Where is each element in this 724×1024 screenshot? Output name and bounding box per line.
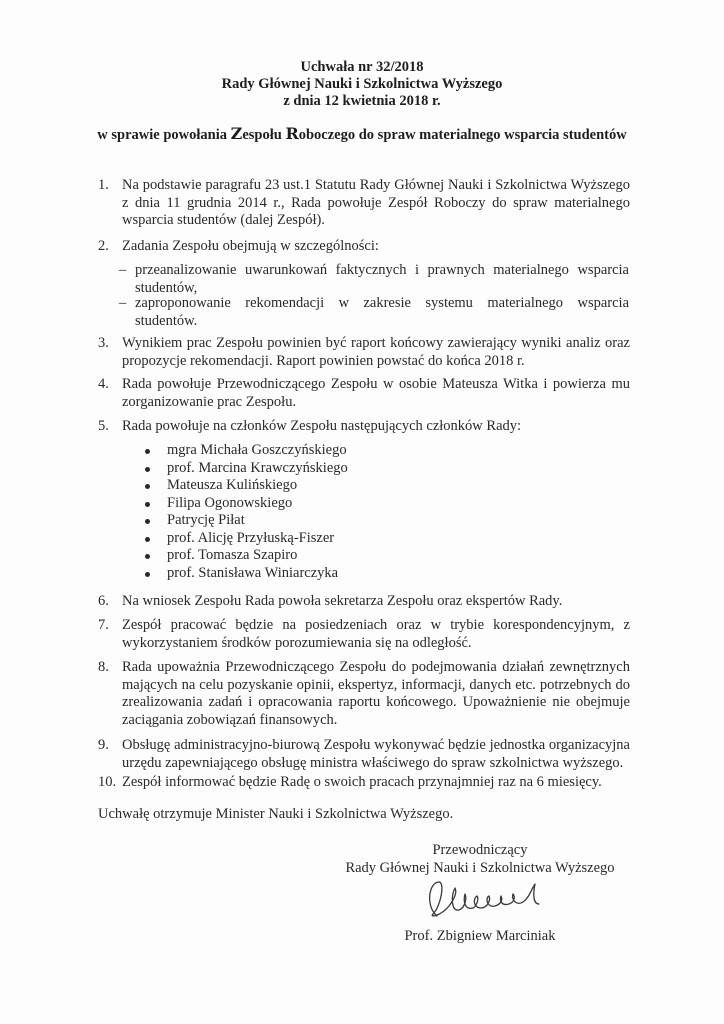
item-text: Na wniosek Zespołu Rada powoła sekretarza Zespołu oraz ekspertów Rady. bbox=[122, 593, 563, 609]
item-text: Obsługę administracyjno-biurową Zespołu wykonywać będzie jednostka organizacyjna urzędu zapewniającego obsługę ministra właściwego do spraw szkolnictwa wyższego. bbox=[122, 737, 630, 771]
member-item bbox=[145, 442, 348, 460]
signatory-name: Prof. Zbigniew Marciniak bbox=[404, 928, 556, 944]
item-number: 2. bbox=[98, 238, 109, 254]
member-item bbox=[145, 495, 348, 513]
resolution-date: z dnia 12 kwietnia 2018 r. bbox=[283, 93, 441, 109]
resolution-subject bbox=[0, 124, 724, 144]
item-text: Na podstawie paragrafu 23 ust.1 Statutu Rady Głównej Nauki i Szkolnictwa Wyższego z dnia 11 grudnia 2014 r., Rada powołuje Zespół Roboczy do spraw materialnego wsparcia studentów (dalej Zespół). bbox=[122, 177, 630, 228]
bullet-icon bbox=[145, 537, 150, 542]
list-item bbox=[98, 659, 630, 729]
task-text: zaproponowanie rekomendacji w zakresie systemu materialnego wsparcia studentów. bbox=[135, 295, 629, 329]
item-number: 8. bbox=[98, 659, 109, 675]
item-number: 6. bbox=[98, 593, 109, 609]
dash-marker: – bbox=[119, 295, 127, 311]
bullet-icon bbox=[145, 449, 150, 454]
bullet-icon bbox=[145, 519, 150, 524]
task-text: przeanalizowanie uwarunkowań faktycznych i prawnych materialnego wsparcia studentów, bbox=[135, 262, 629, 296]
item-text: Zespół informować będzie Radę o swoich pracach przynajmniej raz na 6 miesięcy. bbox=[122, 774, 602, 790]
item-number: 9. bbox=[98, 737, 109, 753]
member-item bbox=[145, 477, 348, 495]
list-item bbox=[98, 774, 630, 792]
list-item bbox=[98, 335, 630, 370]
subject-text: w sprawie powołania bbox=[97, 127, 231, 143]
list-item bbox=[98, 418, 630, 436]
list-item bbox=[98, 376, 630, 411]
member-name: Filipa Ogonowskiego bbox=[167, 494, 293, 511]
resolution-number: Uchwała nr 32/2018 bbox=[300, 59, 424, 75]
item-text: Rada upoważnia Przewodniczącego Zespołu do podejmowania działań zewnętrznych mających na celu pozyskanie opinii, ekspertyz, informacji, danych etc. potrzebnych do zrealizowania zadań i opracowania raportu końcowego. Upoważnienie nie obejmuje zaciągania zobowiązań finansowych. bbox=[122, 659, 630, 728]
member-name: prof. Tomasza Szapiro bbox=[167, 547, 298, 563]
subject-text: oboczego do spraw materialnego wsparcia studentów bbox=[298, 127, 627, 143]
subject-cap-r: R bbox=[285, 124, 299, 143]
item-number: 4. bbox=[98, 376, 109, 392]
signatory-title: Przewodniczący bbox=[432, 842, 528, 858]
member-name: prof. Stanisława Winiarczyka bbox=[167, 564, 339, 581]
member-item bbox=[145, 565, 348, 583]
item-number: 3. bbox=[98, 335, 109, 351]
item-text: Wynikiem prac Zespołu powinien być raport końcowy zawierający wyniki analiz oraz propozycje rekomendacji. Raport powinien powstać do końca 2018 r. bbox=[122, 335, 630, 369]
list-item bbox=[98, 238, 630, 256]
task-item bbox=[119, 262, 629, 297]
subject-text: espołu bbox=[242, 127, 286, 143]
item-text: Zespół pracować będzie na posiedzeniach oraz w trybie korespondencyjnym, z wykorzystaniem środków porozumiewania się na odległość. bbox=[122, 617, 630, 651]
member-name: Patrycję Piłat bbox=[167, 512, 245, 528]
handwritten-signature-icon bbox=[415, 876, 575, 922]
item-text: Rada powołuje na członków Zespołu następujących członków Rady: bbox=[122, 418, 522, 434]
list-item bbox=[98, 617, 630, 652]
resolution-header bbox=[0, 59, 724, 110]
list-item bbox=[98, 737, 630, 772]
bullet-icon bbox=[145, 484, 150, 489]
member-name: mgra Michała Goszczyńskiego bbox=[167, 442, 347, 458]
member-name: prof. Alicję Przyłuską-Fiszer bbox=[167, 529, 335, 546]
bullet-icon bbox=[145, 502, 150, 507]
members-list bbox=[145, 442, 348, 582]
member-item bbox=[145, 547, 348, 565]
signature-block bbox=[340, 842, 620, 877]
item-text: Zadania Zespołu obejmują w szczególności: bbox=[122, 238, 379, 254]
item-number: 1. bbox=[98, 177, 109, 193]
item-number: 7. bbox=[98, 617, 109, 633]
bullet-icon bbox=[145, 467, 150, 472]
subject-cap-z: Z bbox=[230, 124, 243, 143]
dash-marker: – bbox=[119, 262, 127, 278]
signatory-council: Rady Głównej Nauki i Szkolnictwa Wyższego bbox=[345, 859, 615, 876]
member-item bbox=[145, 530, 348, 548]
item-number: 5. bbox=[98, 418, 109, 434]
bullet-icon bbox=[145, 554, 150, 559]
list-item bbox=[98, 593, 630, 611]
list-item bbox=[98, 177, 630, 230]
council-name: Rady Głównej Nauki i Szkolnictwa Wyższego bbox=[221, 76, 503, 92]
member-item bbox=[145, 460, 348, 478]
member-name: Mateusza Kulińskiego bbox=[167, 477, 298, 493]
task-item bbox=[119, 295, 629, 330]
member-item bbox=[145, 512, 348, 530]
item-text: Rada powołuje Przewodniczącego Zespołu w osobie Mateusza Witka i powierza mu zorganizowanie prac Zespołu. bbox=[122, 376, 630, 410]
member-name: prof. Marcina Krawczyńskiego bbox=[167, 459, 348, 476]
closing-statement: Uchwałę otrzymuje Minister Nauki i Szkolnictwa Wyższego. bbox=[98, 806, 454, 822]
item-number: 10. bbox=[98, 774, 117, 790]
bullet-icon bbox=[145, 572, 150, 577]
